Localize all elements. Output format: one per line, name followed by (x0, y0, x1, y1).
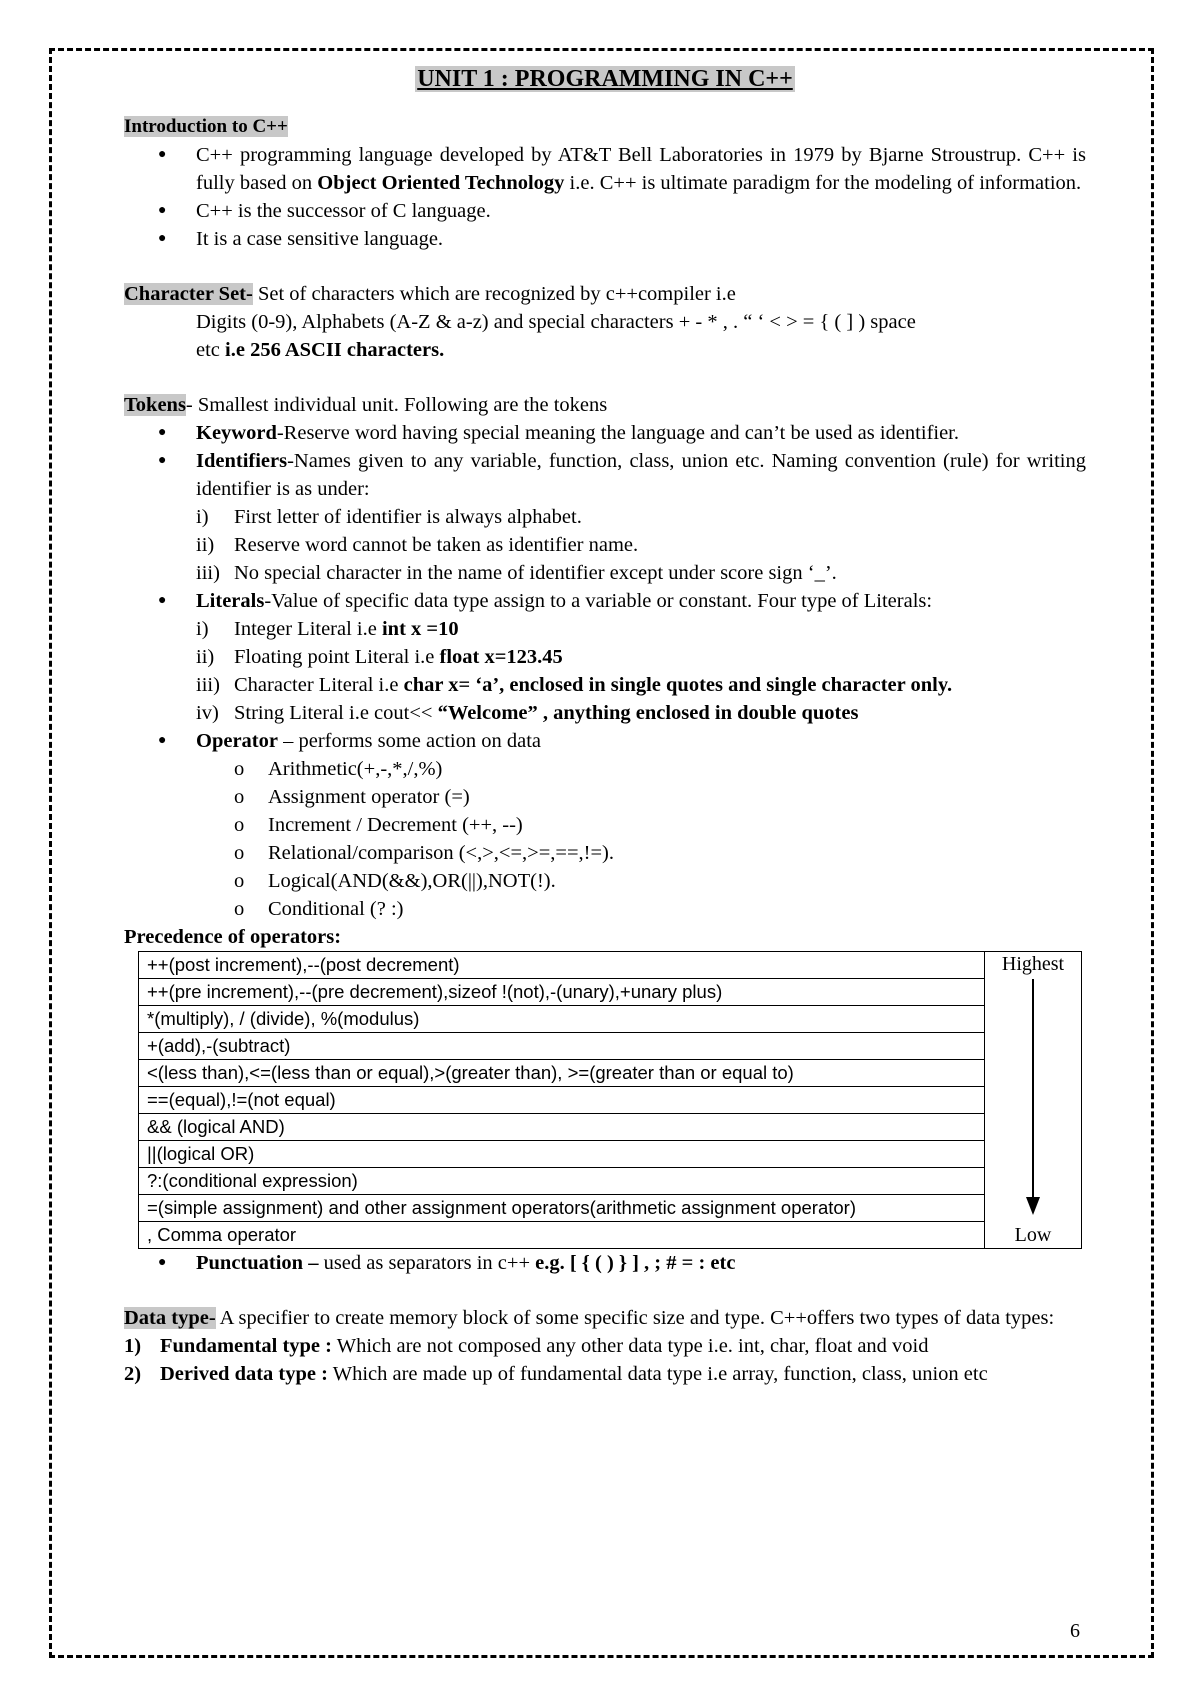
table-row (139, 1168, 1082, 1195)
table-cell: ||(logical OR) (139, 1141, 985, 1168)
list-item: o Increment / Decrement (++, --) (196, 811, 1086, 839)
charset-line: Digits (0-9), Alphabets (A-Z & a-z) and special characters + - * , . “ ‘ < > = { ( ] ) space (196, 311, 916, 333)
intro-list (124, 141, 1086, 253)
list-item: ii) Floating point Literal i.e float x=123.45 (196, 646, 563, 668)
charset-heading: Character Set- (124, 283, 253, 305)
list-item: o Relational/comparison (<,>,<=,>=,==,!=). (196, 839, 1086, 867)
list-item: 2) Derived data type : Which are made up of fundamental data type i.e array, function, class, union etc (124, 1363, 988, 1385)
table-row (139, 979, 1082, 1006)
arrow-down-icon (1023, 979, 1043, 1215)
list-item: ● Literals-Value of specific data type assign to a variable or constant. Four type of Literals: i) Integer Literal i.e int x =10 ii) Floating point Literal i.e float x=123.45 iii) Character Literal i.e char x= ‘a’, enclosed in single quotes and single character only. iv) String Literal i.e cout<< “Welcome” , anything enclosed in double quotes (124, 587, 1086, 727)
ident-rules (196, 503, 1086, 587)
table-row (139, 1114, 1082, 1141)
datatype-paragraph: Data type- A specifier to create memory block of some specific size and type. C++offers two types of data types: (124, 1307, 1055, 1329)
page-title: UNIT 1 : PROGRAMMING IN C++ (417, 66, 793, 92)
intro-heading: Introduction to C++ (124, 116, 288, 137)
table-row (139, 1033, 1082, 1060)
punctuation-list (124, 1249, 1086, 1277)
low-label: Low (1014, 1224, 1052, 1246)
list-item: ● Identifiers-Names given to any variable, function, class, union etc. Naming convention (rule) for writing identifier is as under: i) First letter of identifier is always alphabet. ii) Reserve word cannot be taken as identifier name. iii) No special character in the name of identifier except under score sign ‘_’. (124, 447, 1086, 587)
table-row (139, 952, 1082, 979)
table-cell: ++(pre increment),--(pre decrement),sizeof !(not),-(unary),+unary plus) (139, 979, 985, 1006)
literal-types (196, 615, 1086, 727)
table-cell: && (logical AND) (139, 1114, 985, 1141)
table-cell: +(add),-(subtract) (139, 1033, 985, 1060)
table-row (139, 1195, 1082, 1222)
list-item: ● C++ programming language developed by AT&T Bell Laboratories in 1979 by Bjarne Stroustrup. C++ is fully based on Object Oriented Technology i.e. C++ is ultimate paradigm for the modeling of information. (124, 141, 1086, 197)
table-cell: ==(equal),!=(not equal) (139, 1087, 985, 1114)
tokens-paragraph: Tokens- Smallest individual unit. Following are the tokens (124, 394, 608, 416)
charset-paragraph: Character Set- Set of characters which are recognized by c++compiler i.e (124, 283, 736, 305)
list-item: iii) Character Literal i.e char x= ‘a’, enclosed in single quotes and single character only. (196, 674, 953, 696)
list-item: ● C++ is the successor of C language. (124, 197, 1086, 225)
table-row (139, 1006, 1082, 1033)
charset-line: etc i.e 256 ASCII characters. (196, 339, 445, 361)
list-item: iii) No special character in the name of identifier except under score sign ‘_’. (196, 562, 837, 584)
table-cell: *(multiply), / (divide), %(modulus) (139, 1006, 985, 1033)
datatype-list (124, 1332, 1086, 1388)
list-item: o Arithmetic(+,-,*,/,%) (196, 755, 1086, 783)
list-item: iv) String Literal i.e cout<< “Welcome” , anything enclosed in double quotes (196, 702, 859, 724)
list-item: ● Operator – performs some action on data o Arithmetic(+,-,*,/,%) o Assignment operator (=) o Increment / Decrement (++, --) o Relational/comparison (<,>,<=,>=,==,!=). o Logical(AND(&&),OR(||),NOT(!). o Conditional (? :) (124, 727, 1086, 923)
highest-label: Highest (1001, 953, 1065, 975)
precedence-heading: Precedence of operators: (124, 926, 342, 948)
datatype-heading: Data type- (124, 1307, 216, 1329)
table-cell: , Comma operator (139, 1222, 985, 1249)
table-row (139, 1060, 1082, 1087)
table-cell: <(less than),<=(less than or equal),>(greater than), >=(greater than or equal to) (139, 1060, 985, 1087)
table-row (139, 1087, 1082, 1114)
operator-types (196, 755, 1086, 923)
list-item: ● It is a case sensitive language. (124, 225, 1086, 253)
table-cell: =(simple assignment) and other assignment operators(arithmetic assignment operator) (139, 1195, 985, 1222)
list-item: o Logical(AND(&&),OR(||),NOT(!). (196, 867, 1086, 895)
precedence-direction (985, 952, 1082, 1249)
table-row (139, 1141, 1082, 1168)
page-content (124, 62, 1086, 1388)
list-item: i) First letter of identifier is always alphabet. (196, 506, 582, 528)
list-item: ● Keyword-Reserve word having special meaning the language and can’t be used as identifier. (124, 419, 1086, 447)
list-item: o Assignment operator (=) (196, 783, 1086, 811)
list-item: 1) Fundamental type : Which are not composed any other data type i.e. int, char, float and void (124, 1335, 929, 1357)
table-cell: ++(post increment),--(post decrement) (139, 952, 985, 979)
table-row (139, 1222, 1082, 1249)
list-item: ii) Reserve word cannot be taken as identifier name. (196, 534, 639, 556)
precedence-table (138, 951, 1082, 1249)
tokens-heading: Tokens (124, 394, 186, 416)
table-cell: ?:(conditional expression) (139, 1168, 985, 1195)
list-item: ● Punctuation – used as separators in c++ e.g. [ { ( ) } ] , ; # = : etc (124, 1249, 1086, 1277)
list-item: i) Integer Literal i.e int x =10 (196, 618, 459, 640)
page-number: 6 (1070, 1620, 1080, 1642)
tokens-list (124, 419, 1086, 923)
list-item: o Conditional (? :) (196, 895, 1086, 923)
